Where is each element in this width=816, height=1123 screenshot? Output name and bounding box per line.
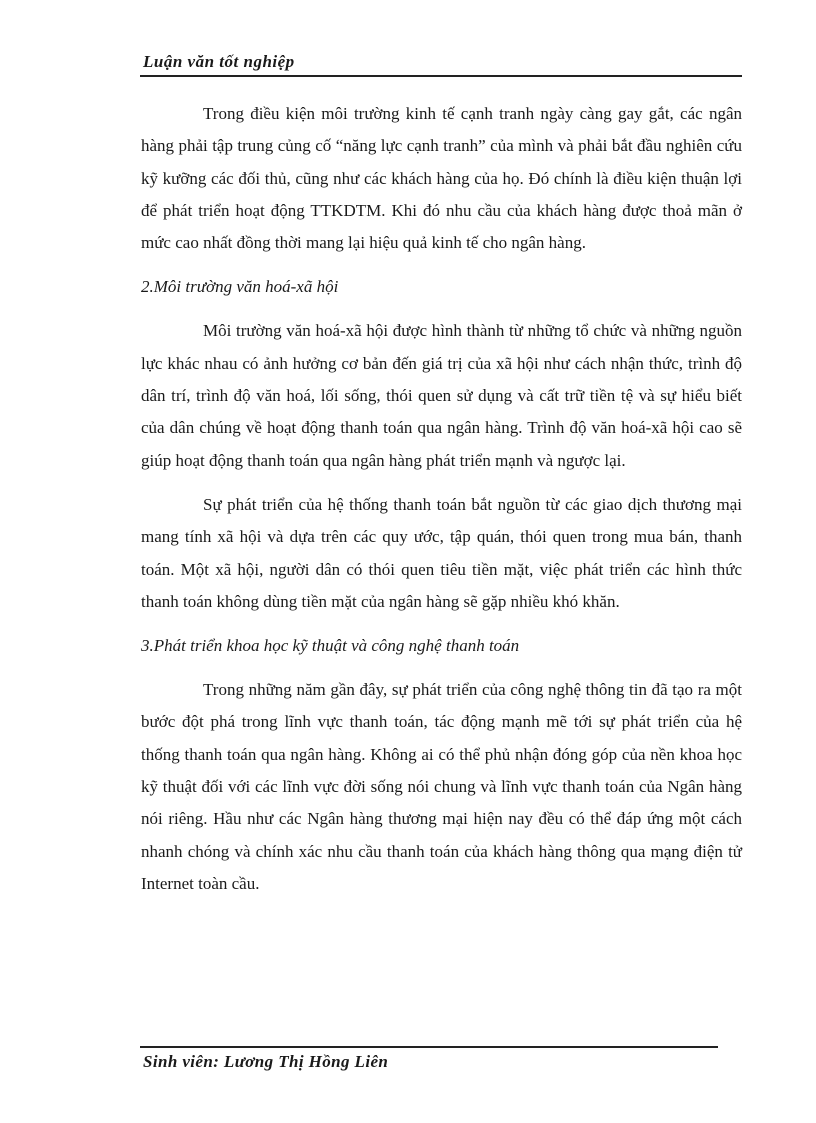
paragraph-culture-environment: Môi trường văn hoá-xã hội được hình thành từ những tổ chức và những nguồn lực khác nhau có ảnh hưởng cơ bản đến giá trị của xã hội như cách nhận thức, trình độ dân trí, trình độ văn hoá, lối sống, thói quen sử dụng và cất trữ tiền tệ và sự hiểu biết của dân chúng về hoạt động thanh toán qua ngân hàng. Trình độ văn hoá-xã hội cao sẽ giúp hoạt động thanh toán qua ngân hàng phát triển mạnh và ngược lại.: [141, 321, 742, 470]
section-heading-culture: 2.Môi trường văn hoá-xã hội: [141, 277, 339, 297]
paragraph-payment-habits: Sự phát triển của hệ thống thanh toán bắt nguồn từ các giao dịch thương mại mang tính xã hội và dựa trên các quy ước, tập quán, thói quen trong mua bán, thanh toán. Một xã hội, người dân có thói quen tiêu tiền mặt, việc phát triển các hình thức thanh toán không dùng tiền mặt của ngân hàng sẽ gặp nhiều khó khăn.: [141, 494, 742, 611]
page-body: [141, 98, 742, 912]
header-divider: [140, 75, 742, 77]
section-heading-technology: 3.Phát triển khoa học kỹ thuật và công nghệ thanh toán: [141, 636, 520, 656]
footer-student-name: Sinh viên: Lương Thị Hồng Liên: [143, 1052, 389, 1071]
running-header-title: Luận văn tốt nghiệp: [143, 52, 295, 71]
paragraph-technology: Trong những năm gần đây, sự phát triển của công nghệ thông tin đã tạo ra một bước đột phá trong lĩnh vực thanh toán, tác động mạnh mẽ tới sự phát triển của hệ thống thanh toán qua ngân hàng. Không ai có thể phủ nhận đóng góp của nền khoa học kỹ thuật đối với các lĩnh vực đời sống nói chung và lĩnh vực thanh toán của Ngân hàng nói riêng. Hầu như các Ngân hàng thương mại hiện nay đều có thể đáp ứng một cách nhanh chóng và chính xác nhu cầu thanh toán của khách hàng thông qua mạng điện tử Internet toàn cầu.: [141, 680, 742, 893]
footer-divider: [140, 1046, 718, 1048]
paragraph-competition: Trong điều kiện môi trường kinh tế cạnh tranh ngày càng gay gắt, các ngân hàng phải tập trung củng cố “năng lực cạnh tranh” của mình và phải bắt đầu nghiên cứu kỹ kưỡng các đối thủ, cũng như các khách hàng của họ. Đó chính là điều kiện thuận lợi để phát triển hoạt động TTKDTM. Khi đó nhu cầu của khách hàng được thoả mãn ở mức cao nhất đồng thời mang lại hiệu quả kinh tế cho ngân hàng.: [141, 104, 742, 253]
